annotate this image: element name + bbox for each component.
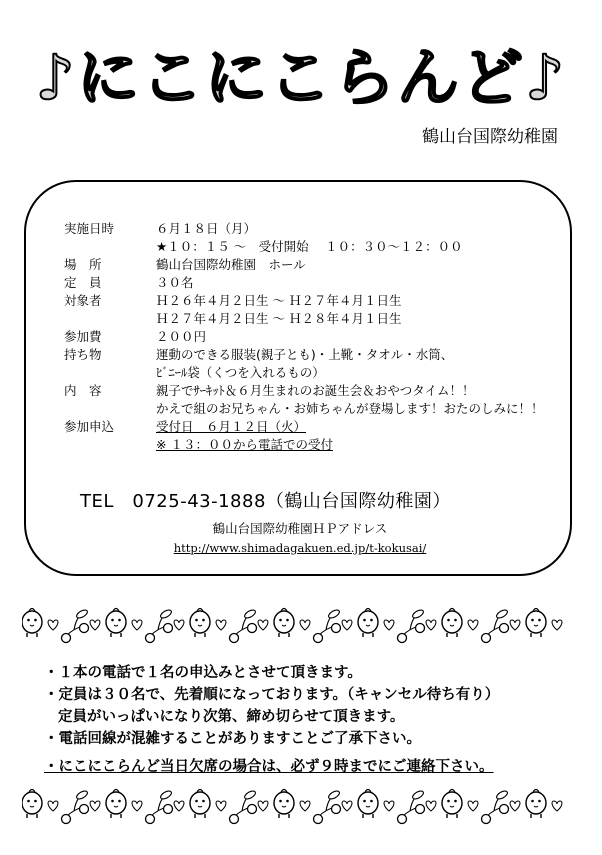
chick-icon <box>358 609 378 638</box>
chick-icon <box>22 790 42 819</box>
heart-icon <box>48 620 58 630</box>
detail-value: 親子でｻｰｷｯﾄ＆６月生まれのお誕生会＆おやつタイム！！ <box>156 383 475 398</box>
heart-icon <box>300 620 310 630</box>
detail-label: 定 員 <box>64 275 102 290</box>
cherry-icon <box>482 789 509 823</box>
heart-icon <box>132 801 142 811</box>
cherry-icon <box>398 608 425 642</box>
note-item: ・電話回線が混雑することがありますことご了承下さい。 <box>44 731 421 747</box>
heart-icon <box>174 801 184 811</box>
detail-value: Ｈ２７年４月２日生 ～ Ｈ２８年４月１日生 <box>156 311 402 326</box>
heart-icon <box>426 801 436 811</box>
detail-row-content <box>64 382 564 418</box>
detail-label: 場 所 <box>64 257 102 272</box>
detail-value: 鶴山台国際幼稚園 ホール <box>156 257 306 272</box>
heart-icon <box>426 620 436 630</box>
detail-value: ※ １３：００から電話での受付 <box>156 437 333 452</box>
detail-label: 対象者 <box>64 293 102 308</box>
heart-icon <box>552 620 562 630</box>
heart-icon <box>468 620 478 630</box>
detail-value: かえで組のお兄ちゃん・お姉ちゃんが登場します！おたのしみに！！ <box>156 401 544 416</box>
detail-label: 持ち物 <box>64 347 102 362</box>
chick-icon <box>274 790 294 819</box>
note-item: ・１本の電話で１名の申込みとさせて頂きます。 <box>44 665 362 681</box>
heart-icon <box>510 620 520 630</box>
cherry-icon <box>482 608 509 642</box>
detail-row-belongings <box>64 346 564 382</box>
heart-icon <box>48 801 58 811</box>
heart-icon <box>384 620 394 630</box>
page-title: ♪にこにこらんど♪ <box>35 41 567 114</box>
detail-value: ３０名 <box>156 275 194 290</box>
heart-icon <box>258 801 268 811</box>
detail-row-target <box>64 292 564 328</box>
detail-label: 参加費 <box>64 329 102 344</box>
cherry-icon <box>398 789 425 823</box>
chick-icon <box>442 609 462 638</box>
detail-row-fee <box>64 328 564 346</box>
chick-icon <box>442 790 462 819</box>
note-item-text: ・にこにこらんど当日欠席の場合は、必ず９時までにご連絡下さい。 <box>44 759 494 775</box>
hp-url-link[interactable]: http://www.shimadagakuen.ed.jp/t-kokusai/ <box>173 541 427 555</box>
tel-number: TEL 0725-43-1888（鶴山台国際幼稚園） <box>80 491 451 512</box>
cherry-icon <box>146 789 173 823</box>
chick-icon <box>526 790 546 819</box>
cherry-icon <box>314 789 341 823</box>
heart-icon <box>300 801 310 811</box>
detail-value: ２００円 <box>156 329 207 344</box>
detail-value: Ｈ２６年４月２日生 ～ Ｈ２７年４月１日生 <box>156 293 402 308</box>
heart-icon <box>552 801 562 811</box>
cherry-icon <box>314 608 341 642</box>
chick-icon <box>358 790 378 819</box>
detail-row-capacity <box>64 274 564 292</box>
event-details <box>64 220 564 454</box>
chick-icon <box>106 790 126 819</box>
cherry-icon <box>230 789 257 823</box>
detail-label: 内 容 <box>64 383 102 398</box>
heart-icon <box>90 620 100 630</box>
chick-icon <box>106 609 126 638</box>
detail-row-application <box>64 418 564 454</box>
heart-icon <box>216 620 226 630</box>
chick-icon <box>274 609 294 638</box>
cherry-icon <box>62 608 89 642</box>
info-box <box>24 180 572 576</box>
heart-icon <box>510 801 520 811</box>
heart-icon <box>468 801 478 811</box>
heart-icon <box>132 620 142 630</box>
note-item <box>44 756 574 778</box>
chick-icon <box>526 609 546 638</box>
heart-icon <box>384 801 394 811</box>
cherry-icon <box>62 789 89 823</box>
heart-icon <box>90 801 100 811</box>
cherry-icon <box>230 608 257 642</box>
school-name: 鶴山台国際幼稚園 <box>422 127 558 147</box>
decorative-border-top <box>22 604 582 648</box>
detail-value: ﾋﾞﾆｰﾙ袋（くつを入れるもの） <box>156 365 325 380</box>
detail-label: 実施日時 <box>64 221 115 236</box>
hp-label: 鶴山台国際幼稚園ＨＰアドレス <box>212 521 388 536</box>
decorative-border-bottom <box>22 785 582 829</box>
detail-label: 参加申込 <box>64 419 115 434</box>
detail-row-date <box>64 220 564 256</box>
detail-row-place <box>64 256 564 274</box>
notes-list <box>44 662 574 778</box>
cherry-icon <box>146 608 173 642</box>
heart-icon <box>216 801 226 811</box>
detail-value: ６月１８日（月） <box>156 221 257 236</box>
heart-icon <box>258 620 268 630</box>
chick-icon <box>22 609 42 638</box>
note-item: 定員がいっぱいになり次第、締め切らせて頂きます。 <box>58 709 405 725</box>
chick-icon <box>190 790 210 819</box>
heart-icon <box>342 801 352 811</box>
detail-value: 運動のできる服装(親子とも)・上靴・タオル・水筒、 <box>156 347 454 362</box>
detail-value: 受付日 ６月１２日（火） <box>156 419 307 434</box>
detail-value: ★１０：１５ ～ 受付開始 １０：３０～１２：００ <box>156 239 463 254</box>
note-item: ・定員は３０名で、先着順になっております。（キャンセル待ち有り） <box>44 687 500 703</box>
heart-icon <box>342 620 352 630</box>
heart-icon <box>174 620 184 630</box>
chick-icon <box>190 609 210 638</box>
